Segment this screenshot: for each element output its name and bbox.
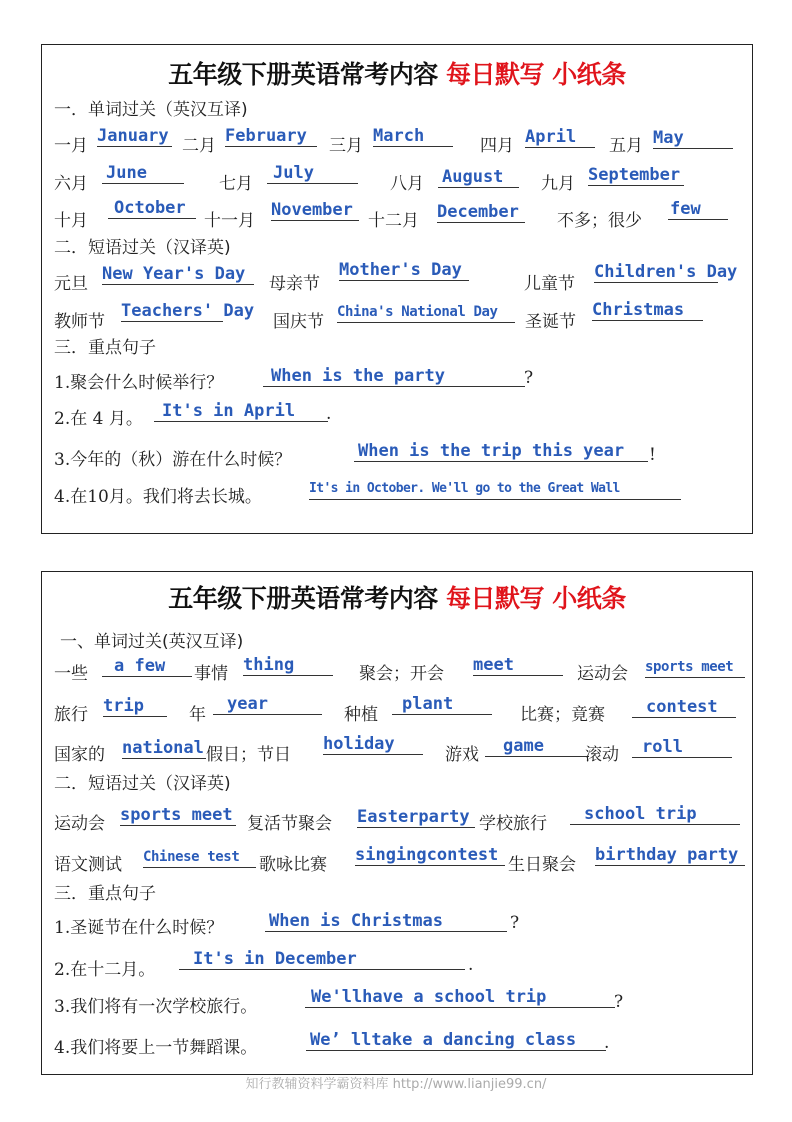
vocab-cn: 二月 <box>182 136 216 156</box>
vocab-answer: February <box>225 127 317 147</box>
vocab-cn: 游戏 <box>445 745 479 765</box>
footer-watermark: 知行教辅资料学霸资料库 http://www.lianjie99.cn/ <box>245 1077 547 1092</box>
sentence-answer: It's in April <box>154 402 328 422</box>
phrase-answer: Children's Day <box>594 262 738 282</box>
phrase-cn: 教师节 <box>54 312 105 332</box>
vocab-answer: September <box>588 166 684 186</box>
sentence-answer: We’ lltake a dancing class <box>306 1031 606 1051</box>
vocab-answer: May <box>653 129 733 149</box>
vocab-cn: 四月 <box>480 136 514 156</box>
vocab-cn: 七月 <box>219 174 253 194</box>
vocab-cn: 十二月 <box>368 211 419 231</box>
vocab-answer: a few <box>102 657 192 677</box>
sentence-answer: It's in December <box>179 950 465 970</box>
vocab-answer: few <box>668 200 728 220</box>
phrase-cn: 母亲节 <box>269 274 320 294</box>
vocab-answer: year <box>213 695 322 715</box>
phrase-cn: 国庆节 <box>273 312 324 332</box>
section-heading: 二．短语过关（汉译英) <box>54 774 231 794</box>
vocab-answer: holiday <box>323 735 423 755</box>
sentence-answer: When is Christmas <box>265 912 507 932</box>
sentence-cn: 4.在10月。我们将去长城。 <box>54 487 262 507</box>
card-title: 五年级下册英语常考内容 每日默写 小纸条 <box>168 584 626 613</box>
vocab-cn: 一些 <box>54 664 88 684</box>
phrase-cn: 运动会 <box>54 814 105 834</box>
sentence-cn: 4.我们将要上一节舞蹈课。 <box>54 1038 258 1058</box>
vocab-answer: trip <box>103 697 167 717</box>
phrase-cn: 学校旅行 <box>479 814 547 834</box>
vocab-answer: sports meet <box>645 658 745 678</box>
phrase-answer: Mother's Day <box>339 261 469 281</box>
vocab-cn: 十一月 <box>204 211 255 231</box>
vocab-answer: December <box>437 203 525 223</box>
sentence-end: . <box>468 955 474 975</box>
phrase-answer: school trip <box>570 805 740 825</box>
vocab-cn: 九月 <box>541 174 575 194</box>
vocab-answer: contest <box>632 698 736 718</box>
worksheet-card-1 <box>41 44 753 534</box>
sentence-answer: When is the party <box>263 367 525 387</box>
vocab-answer: roll <box>632 738 732 758</box>
phrase-answer: Christmas <box>592 301 703 321</box>
sentence-end: . <box>604 1033 610 1053</box>
sentence-cn: 2.在 4 月。 <box>54 409 143 429</box>
phrase-answer: China's National Day <box>337 303 515 323</box>
sentence-cn: 3.今年的（秋）游在什么时候？ <box>54 450 292 470</box>
phrase-cn: 元旦 <box>54 274 88 294</box>
vocab-answer: meet <box>473 656 563 676</box>
card-title: 五年级下册英语常考内容 每日默写 小纸条 <box>168 60 626 89</box>
vocab-cn: 不多；很少 <box>557 211 642 231</box>
vocab-cn: 聚会；开会 <box>359 664 444 684</box>
section-heading: 一．单词过关（英汉互译) <box>54 100 248 120</box>
vocab-cn: 国家的 <box>54 745 105 765</box>
phrase-answer: New Year's Day <box>102 265 254 285</box>
vocab-answer: game <box>485 737 589 757</box>
phrase-cn: 复活节聚会 <box>247 814 332 834</box>
sentence-answer: When is the trip this year <box>354 442 648 462</box>
vocab-cn: 假日；节日 <box>206 745 291 765</box>
phrase-cn: 生日聚会 <box>508 855 576 875</box>
vocab-cn: 八月 <box>390 174 424 194</box>
vocab-answer: June <box>102 164 184 184</box>
sentence-answer: It's in October. We'll go to the Great Wall <box>309 480 681 500</box>
phrase-cn: 语文测试 <box>54 855 122 875</box>
phrase-answer: sports meet <box>120 806 236 826</box>
sentence-answer: We'llhave a school trip <box>305 988 615 1008</box>
phrase-answer: Easterparty <box>357 808 475 828</box>
vocab-cn: 一月 <box>54 136 88 156</box>
vocab-cn: 十月 <box>54 211 88 231</box>
phrase-answer: Chinese test <box>143 848 256 868</box>
vocab-answer: July <box>267 164 358 184</box>
vocab-cn: 三月 <box>329 136 363 156</box>
vocab-cn: 滚动 <box>585 745 619 765</box>
sentence-cn: 3.我们将有一次学校旅行。 <box>54 997 258 1017</box>
sentence-cn: 1.聚会什么时候举行？ <box>54 373 224 393</box>
sentence-cn: 2.在十二月。 <box>54 960 156 980</box>
phrase-answer: singingcontest <box>355 846 505 866</box>
vocab-cn: 旅行 <box>54 705 88 725</box>
vocab-cn: 事情 <box>194 664 228 684</box>
vocab-answer: April <box>525 128 595 148</box>
section-heading: 二．短语过关（汉译英) <box>54 238 231 258</box>
sentence-end: ? <box>524 368 534 388</box>
worksheet-card-2 <box>41 571 753 1075</box>
vocab-answer: January <box>97 127 172 147</box>
vocab-answer: thing <box>243 656 333 676</box>
vocab-cn: 六月 <box>54 174 88 194</box>
vocab-cn: 比赛；竟赛 <box>520 705 605 725</box>
vocab-cn: 种植 <box>344 705 378 725</box>
section-heading: 三．重点句子 <box>54 884 156 904</box>
section-heading: 三．重点句子 <box>54 338 156 358</box>
vocab-cn: 年 <box>189 705 206 725</box>
sentence-end: ? <box>510 913 520 933</box>
vocab-answer: plant <box>392 695 492 715</box>
vocab-answer: August <box>438 168 519 188</box>
sentence-end: ? <box>614 992 624 1012</box>
phrase-answer: birthday party <box>595 846 745 866</box>
phrase-cn: 圣诞节 <box>525 312 576 332</box>
section-heading: 一、单词过关(英汉互译) <box>60 632 244 652</box>
phrase-cn: 歌咏比赛 <box>259 855 327 875</box>
phrase-cn: 儿童节 <box>524 274 575 294</box>
vocab-cn: 五月 <box>609 136 643 156</box>
sentence-end: ! <box>649 445 656 465</box>
vocab-answer: November <box>271 201 359 221</box>
vocab-answer: October <box>108 199 196 219</box>
sentence-cn: 1.圣诞节在什么时候？ <box>54 918 224 938</box>
vocab-answer: March <box>373 127 453 147</box>
phrase-answer: Teachers' Day <box>121 301 255 321</box>
sentence-end: . <box>326 404 332 424</box>
vocab-cn: 运动会 <box>577 664 628 684</box>
vocab-answer: national <box>122 739 206 759</box>
